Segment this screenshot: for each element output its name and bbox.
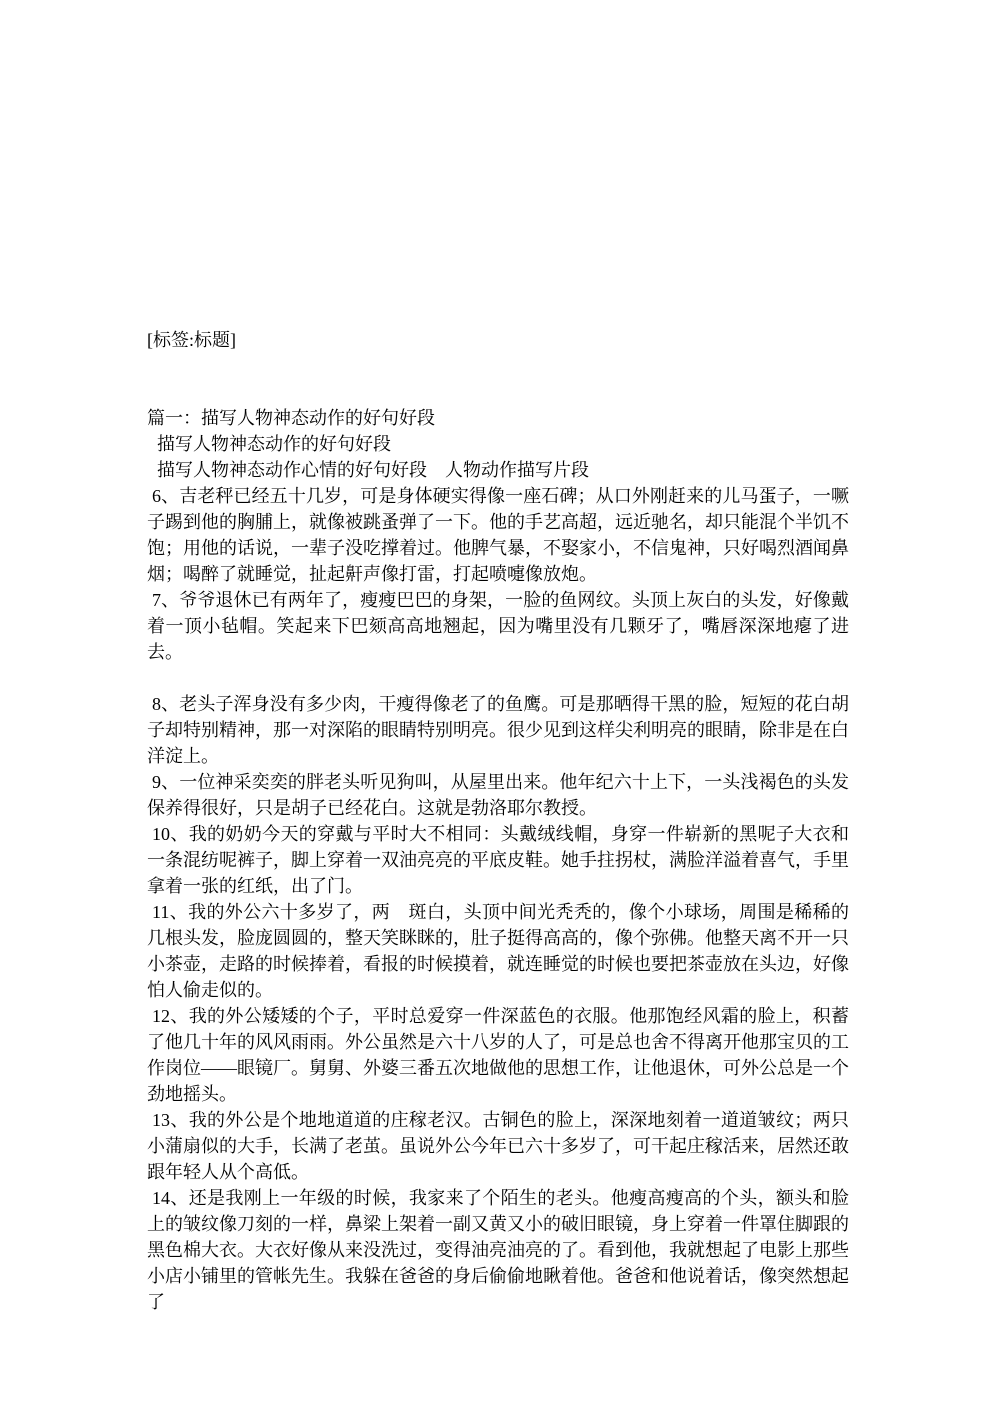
- paragraph-9: 9、一位神采奕奕的胖老头听见狗叫，从屋里出来。他年纪六十上下，一头浅褐色的头发保养得很好，只是胡子已经花白。这就是勃洛耶尔教授。: [147, 772, 849, 818]
- paragraph-13: 13、我的外公是个地地道道的庄稼老汉。古铜色的脸上，深深地刻着一道道皱纹；两只小蒲扇似的大手，长满了老茧。虽说外公今年已六十多岁了，可干起庄稼活来，居然还敢跟年轻人从个高低。: [147, 1110, 849, 1182]
- paragraph-7: 7、爷爷退休已有两年了，瘦瘦巴巴的身架，一脸的鱼网纹。头顶上灰白的头发，好像戴着一顶小毡帽。笑起来下巴颏高高地翘起，因为嘴里没有几颗牙了，嘴唇深深地瘪了进去。: [147, 590, 849, 662]
- paragraph-8: 8、老头子浑身没有多少肉，干瘦得像老了的鱼鹰。可是那晒得干黑的脸，短短的花白胡子却特别精神，那一对深陷的眼睛特别明亮。很少见到这样尖利明亮的眼睛，除非是在白洋淀上。: [147, 694, 849, 766]
- paragraph-6: 6、吉老秤已经五十几岁，可是身体硬实得像一座石碑；从口外刚赶来的儿马蛋子，一噘子踢到他的胸脯上，就像被跳蚤弹了一下。他的手艺高超，远近驰名，却只能混个半饥不饱；用他的话说，一辈子没吃撑着过。他脾气暴，不娶家小，不信鬼神，只好喝烈酒闻鼻烟；喝醉了就睡觉，扯起鼾声像打雷，打起喷嚏像放炮。: [147, 486, 849, 584]
- tag-placeholder: [标签:标题]: [147, 330, 236, 350]
- section-heading: 篇一：描写人物神态动作的好句好段: [147, 408, 435, 428]
- paragraph-12: 12、我的外公矮矮的个子，平时总爱穿一件深蓝色的衣服。他那饱经风霜的脸上，积蓄了他几十年的风风雨雨。外公虽然是六十八岁的人了，可是总也舍不得离开他那宝贝的工作岗位——眼镜厂。舅舅、外婆三番五次地做他的思想工作，让他退休，可外公总是一个劲地摇头。: [147, 1006, 849, 1104]
- paragraph-10: 10、我的奶奶今天的穿戴与平时大不相同：头戴绒线帽，身穿一件崭新的黑呢子大衣和一条混纺呢裤子，脚上穿着一双油亮亮的平底皮鞋。她手拄拐杖，满脸洋溢着喜气，手里拿着一张的红纸，出了门。: [147, 824, 849, 896]
- subheading-2: 描写人物神态动作心情的好句好段 人物动作描写片段: [157, 460, 589, 480]
- subheading-1: 描写人物神态动作的好句好段: [157, 434, 391, 454]
- paragraph-11: 11、我的外公六十多岁了，两 斑白，头顶中间光秃秃的，像个小球场，周围是稀稀的几根头发，脸庞圆圆的，整天笑眯眯的，肚子挺得高高的，像个弥佛。他整天离不开一只小茶壶，走路的时候捧着，看报的时候摸着，就连睡觉的时候也要把茶壶放在头边，好像怕人偷走似的。: [147, 902, 849, 1000]
- paragraph-14: 14、还是我刚上一年级的时候，我家来了个陌生的老头。他瘦高瘦高的个头，额头和脸上的皱纹像刀刻的一样，鼻梁上架着一副又黄又小的破旧眼镜，身上穿着一件罩住脚跟的黑色棉大衣。大衣好像从来没洗过，变得油亮油亮的了。看到他，我就想起了电影上那些小店小铺里的管帐先生。我躲在爸爸的身后偷偷地瞅着他。爸爸和他说着话，像突然想起了: [147, 1188, 849, 1312]
- document-page: [147, 327, 849, 1315]
